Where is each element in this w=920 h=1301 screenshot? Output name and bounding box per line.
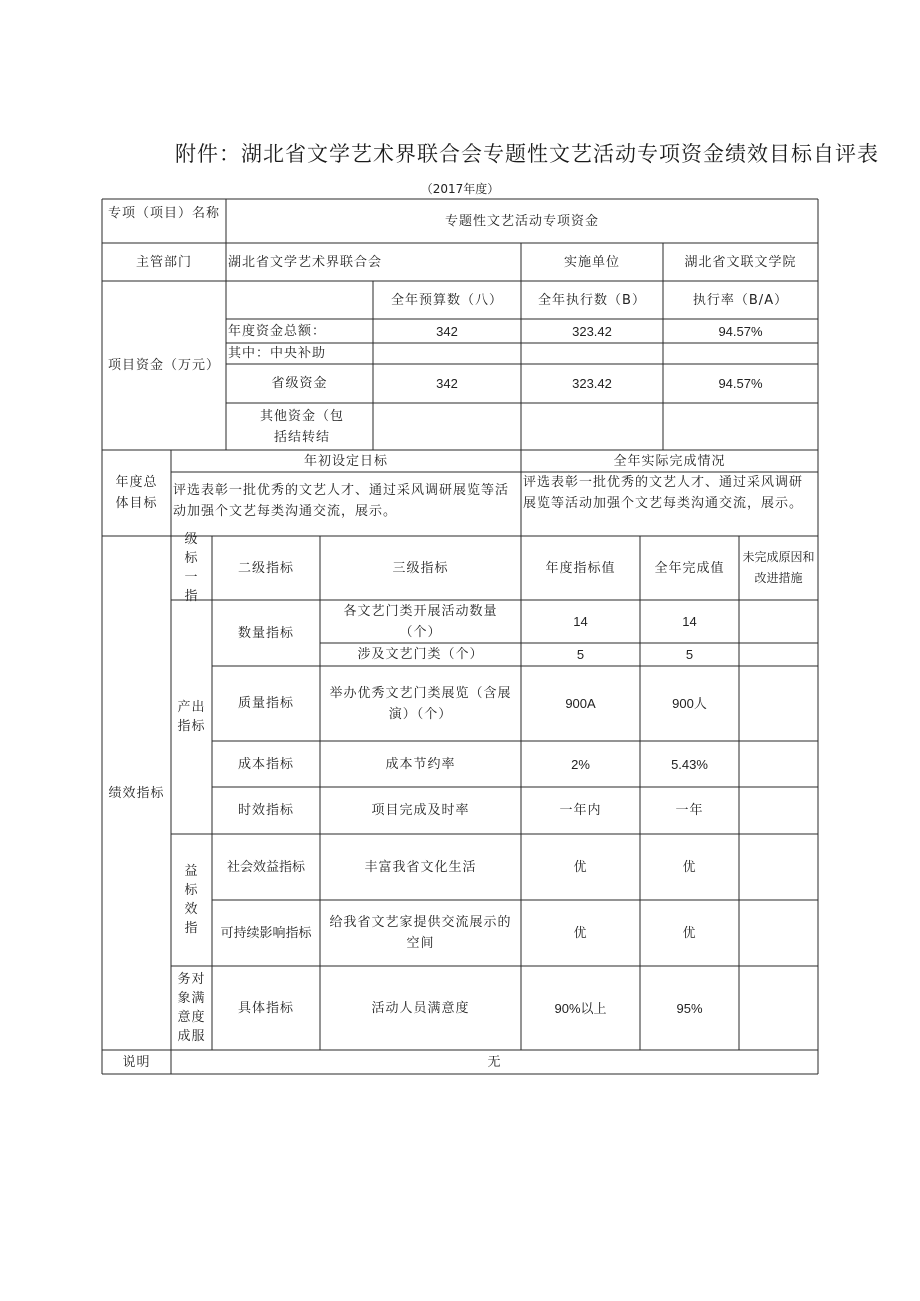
funds-row-rate: 94.57% [718,376,763,391]
funds-row-executed: 323.42 [572,376,612,391]
header-level3: 三级指标 [392,560,449,576]
dept-label: 主管部门 [135,254,192,270]
goals-actual-header: 全年实际完成情况 [613,453,726,469]
funds-header-executed: 全年执行数（B） [538,292,646,308]
perf-actual: 95% [676,1000,703,1016]
note-value: 无 [487,1054,502,1070]
perf-level3: 各文艺门类开展活动数量（个） [343,603,498,640]
header-level1: 级标一指 [184,532,199,604]
perf-target: 2% [571,756,590,772]
funds-row-executed: 323.42 [572,323,612,339]
perf-actual: 5 [685,647,694,662]
perf-level3: 举办优秀文艺门类展览（含展演）（个） [329,685,512,722]
perf-actual: 一年 [675,803,704,818]
perf-target: 90%以上 [554,1000,607,1016]
funds-row-rate [663,343,818,364]
perf-level2: 成本指标 [237,756,294,772]
goals-planned-text: 评选表彰一批优秀的文艺人才、通过采风调研展览等活动加强个文艺每类沟通交流，展示。 [173,483,510,519]
perf-actual: 900人 [672,696,707,711]
year-label: （2017年度） [420,182,500,196]
perf-actual: 优 [682,925,697,941]
perf-reason [739,834,818,900]
perf-level2: 社会效益指标 [226,859,305,875]
funds-row-budget [373,403,521,450]
note-label: 说明 [122,1054,151,1070]
perf-level3: 活动人员满意度 [371,1000,470,1016]
perf-target: 900A [565,696,596,711]
perf-reason [739,966,818,1050]
perf-reason [739,666,818,741]
group-output: 产出指标 [177,700,206,734]
perf-level3: 项目完成及时率 [371,803,470,818]
performance-label: 绩效指标 [108,785,165,801]
perf-level3: 丰富我省文化生活 [364,859,477,875]
perf-reason [739,741,818,787]
perf-reason [739,787,818,834]
perf-target: 优 [573,859,588,875]
perf-target: 优 [573,925,588,941]
page-title: 附件：湖北省文学艺术界联合会专题性文艺活动专项资金绩效目标自评表 [175,142,879,166]
funds-row-label: 年度资金总额： [228,323,327,339]
perf-level2: 可持续影响指标 [220,925,312,941]
header-reason: 未完成原因和改进措施 [742,550,815,585]
unit-value: 湖北省文联文学院 [684,254,797,270]
funds-row-budget [373,343,521,364]
perf-target: 5 [576,647,585,662]
project-name-value: 专题性文艺活动专项资金 [444,213,599,229]
perf-reason [739,600,818,643]
unit-label: 实施单位 [563,254,620,270]
funds-row-executed [521,343,663,364]
perf-actual: 优 [682,859,697,875]
group-satisfaction: 务对象满意度成服 [177,972,206,1044]
funds-row-rate: 94.57% [718,323,763,339]
perf-reason [739,900,818,966]
perf-level2: 数量指标 [237,625,294,641]
goals-actual-text: 评选表彰一批优秀的文艺人才、通过采风调研展览等活动加强个文艺每类沟通交流，展示。 [523,475,804,511]
header-actual: 全年完成值 [654,560,725,576]
perf-reason [739,643,818,666]
funds-header-budget: 全年预算数（八） [390,292,503,308]
perf-level3: 涉及文艺门类（个） [357,647,484,662]
funds-row-budget: 342 [436,323,458,339]
perf-target: 14 [573,614,588,629]
group-benefit: 益标效指 [184,864,199,936]
funds-row-rate [663,403,818,450]
perf-level3: 给我省文艺家提供交流展示的空间 [329,915,512,951]
perf-actual: 5.43% [671,756,708,772]
perf-target: 一年内 [559,803,602,818]
perf-actual: 14 [682,614,697,629]
project-name-label: 专项（项目）名称 [107,205,220,221]
header-target: 年度指标值 [545,560,616,576]
goals-label: 年度总体目标 [115,475,158,511]
funds-row-label: 其中：中央补助 [228,346,327,361]
header-level2: 二级指标 [237,560,294,576]
dept-value: 湖北省文学艺术界联合会 [228,254,383,270]
funds-row-label: 其他资金（包括结转结 [259,408,344,445]
funds-header-rate: 执行率（B/A） [692,292,789,308]
perf-level2: 质量指标 [237,696,294,711]
funds-label: 项目资金（万元） [107,358,220,373]
funds-row-executed [521,403,663,450]
funds-row-label: 省级资金 [271,376,328,391]
funds-row-budget: 342 [436,376,458,391]
perf-level2: 时效指标 [237,803,294,818]
perf-level2: 具体指标 [237,1000,294,1016]
goals-planned-header: 年初设定日标 [303,453,388,469]
perf-level3: 成本节约率 [385,756,456,772]
